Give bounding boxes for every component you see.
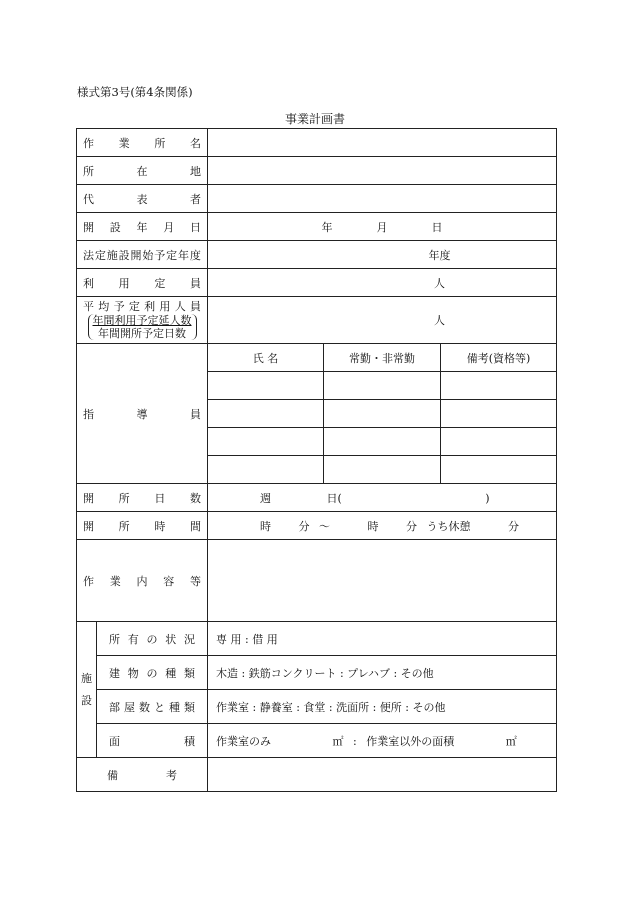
year-unit: 年	[321, 220, 333, 234]
instructor-employment-cell[interactable]	[324, 372, 441, 400]
row-instructors-header	[77, 344, 557, 372]
row-area	[77, 724, 557, 758]
instructor-remarks-cell[interactable]	[441, 372, 557, 400]
field-capacity[interactable]	[208, 269, 557, 297]
instructor-header-name: 氏 名	[208, 344, 324, 372]
label-workplace-name: 作 業 所 名	[77, 129, 208, 157]
label-work-content: 作 業 内 容 等	[77, 540, 208, 622]
person-unit: 人	[434, 314, 445, 327]
instructor-name-cell[interactable]	[208, 400, 324, 428]
field-open-hours[interactable]	[208, 512, 557, 540]
formula-brace	[88, 314, 197, 340]
label-ownership: 所 有 の 状 況	[97, 622, 208, 656]
break-label: うち休憩	[426, 519, 471, 533]
field-opening-date[interactable]	[208, 213, 557, 241]
instructor-employment-cell[interactable]	[324, 456, 441, 484]
row-legal-facility-year	[77, 241, 557, 269]
instructor-name-cell[interactable]	[208, 428, 324, 456]
instructor-remarks-cell[interactable]	[441, 456, 557, 484]
week-unit: 週	[260, 491, 271, 505]
work-room-only: 作業室のみ	[216, 734, 271, 748]
instructor-employment-cell[interactable]	[324, 428, 441, 456]
day-unit: 日	[431, 220, 443, 234]
label-open-days: 開 所 日 数	[77, 484, 208, 512]
row-work-content	[77, 540, 557, 622]
row-representative	[77, 185, 557, 213]
person-unit: 人	[434, 276, 445, 290]
label-capacity: 利 用 定 員	[77, 269, 208, 297]
instructor-header-employment: 常勤・非常勤	[324, 344, 441, 372]
minute-unit: 分	[406, 519, 417, 533]
field-rooms[interactable]: 作業室 : 静養室 : 食堂 : 洗面所 : 便所 : その他	[208, 690, 557, 724]
field-representative[interactable]	[208, 185, 557, 213]
business-plan-form	[76, 128, 557, 792]
instructor-header-remarks: 備考(資格等)	[441, 344, 557, 372]
label-location: 所 在 地	[77, 157, 208, 185]
other-area-label: 作業室以外の面積	[366, 734, 455, 748]
formula-numerator: 年間利用予定延人数	[92, 313, 192, 327]
field-remarks[interactable]	[208, 758, 557, 792]
close-paren: )	[485, 491, 490, 505]
year-label: 年度	[428, 248, 451, 262]
instructor-name-cell[interactable]	[208, 456, 324, 484]
row-capacity	[77, 269, 557, 297]
field-legal-facility-year[interactable]	[208, 241, 557, 269]
row-avg-users	[77, 297, 557, 344]
instructor-remarks-cell[interactable]	[441, 428, 557, 456]
label-opening-date: 開 設 年 月 日	[77, 213, 208, 241]
day-unit: 日(	[326, 491, 342, 505]
label-area: 面 積	[97, 724, 208, 758]
field-ownership[interactable]: 専 用 : 借 用	[208, 622, 557, 656]
hour-unit: 時	[260, 519, 271, 533]
label-instructors: 指 導 員	[77, 344, 208, 484]
instructor-name-cell[interactable]	[208, 372, 324, 400]
instructor-employment-cell[interactable]	[324, 400, 441, 428]
sqm-unit: ㎡	[505, 734, 517, 748]
field-location[interactable]	[208, 157, 557, 185]
row-building-type	[77, 656, 557, 690]
row-opening-date	[77, 213, 557, 241]
field-building-type[interactable]: 木造 : 鉄筋コンクリート : プレハブ : その他	[208, 656, 557, 690]
row-open-days	[77, 484, 557, 512]
minute-unit: 分	[298, 519, 310, 533]
field-avg-users[interactable]	[208, 297, 557, 344]
row-ownership	[77, 622, 557, 656]
field-workplace-name[interactable]	[208, 129, 557, 157]
label-avg-users: 平 均 予 定 利 用 人 員 年間利用予定延人数 年間開所予定日数	[77, 297, 208, 344]
label-open-hours: 開 所 時 間	[77, 512, 208, 540]
form-reference: 様式第3号(第4条関係)	[77, 85, 193, 99]
minute-unit: 分	[508, 519, 519, 533]
label-facility: 施 設	[77, 622, 97, 758]
label-legal-facility-year: 法 定 施 設 開 始 予 定 年 度	[77, 241, 208, 269]
label-rooms: 部 屋 数 と 種 類	[97, 690, 208, 724]
row-open-hours	[77, 512, 557, 540]
label-remarks: 備 考	[77, 758, 208, 792]
document-title: 事業計画書	[284, 112, 345, 126]
row-rooms	[77, 690, 557, 724]
field-work-content[interactable]	[208, 540, 557, 622]
row-workplace-name	[77, 129, 557, 157]
tilde: 〜	[319, 519, 330, 533]
label-building-type: 建 物 の 種 類	[97, 656, 208, 690]
row-location	[77, 157, 557, 185]
hour-unit: 時	[367, 519, 379, 533]
label-representative: 代 表 者	[77, 185, 208, 213]
row-remarks	[77, 758, 557, 792]
field-area[interactable]	[208, 724, 557, 758]
sqm-unit: ㎡	[332, 734, 344, 748]
field-open-days[interactable]	[208, 484, 557, 512]
separator: :	[353, 734, 357, 748]
month-unit: 月	[376, 220, 388, 234]
formula-denominator: 年間開所予定日数	[98, 326, 186, 340]
instructor-remarks-cell[interactable]	[441, 400, 557, 428]
